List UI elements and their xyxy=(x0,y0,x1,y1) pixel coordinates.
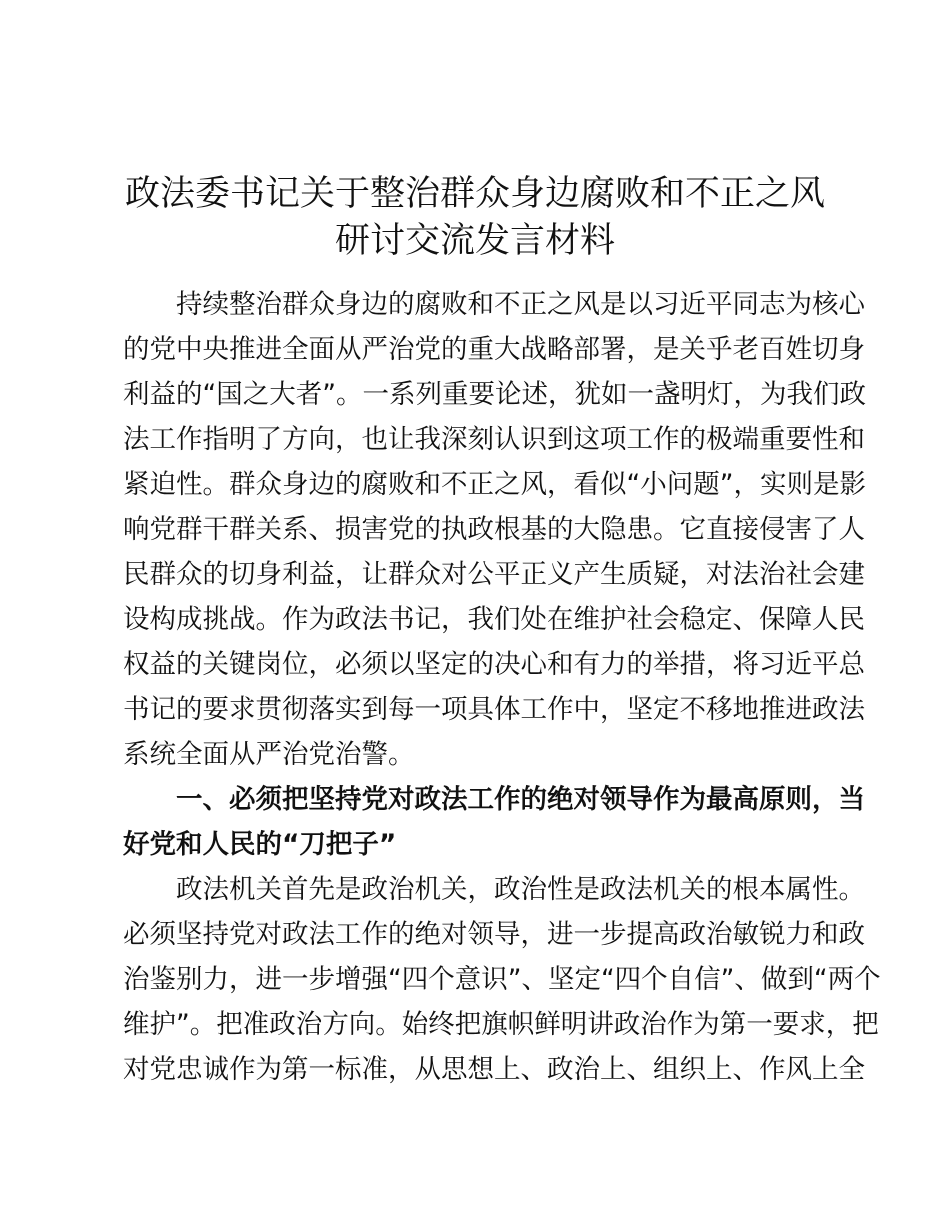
paragraph-1-line-9: 权益的关键岗位，必须以坚定的决心和有力的举措，将习近平总 xyxy=(123,649,865,680)
paragraph-1-line-5: 紧迫性。群众身边的腐败和不正之风，看似“小问题”，实则是影 xyxy=(123,469,866,500)
paragraph-1-line-1: 持续整治群众身边的腐败和不正之风是以习近平同志为核心 xyxy=(176,289,865,320)
document-title-line-1: 政法委书记关于整治群众身边腐败和不正之风 xyxy=(124,174,825,214)
paragraph-1-line-3: 利益的“国之大者”。一系列重要论述，犹如一盏明灯，为我们政 xyxy=(123,379,866,410)
paragraph-1-line-4: 法工作指明了方向，也让我深刻认识到这项工作的极端重要性和 xyxy=(123,424,865,455)
paragraph-1-line-8: 设构成挑战。作为政法书记，我们处在维护社会稳定、保障人民 xyxy=(123,604,865,635)
paragraph-2-line-4: 维护”。把准政治方向。始终把旗帜鲜明讲政治作为第一要求，把 xyxy=(123,1009,879,1040)
paragraph-2-line-1: 政法机关首先是政治机关，政治性是政法机关的根本属性。 xyxy=(176,874,865,905)
paragraph-1-line-10: 书记的要求贯彻落实到每一项具体工作中，坚定不移地推进政法 xyxy=(123,694,865,725)
paragraph-2-line-5: 对党忠诚作为第一标准，从思想上、政治上、组织上、作风上全 xyxy=(123,1054,865,1085)
paragraph-1-line-6: 响党群干群关系、损害党的执政根基的大隐患。它直接侵害了人 xyxy=(123,514,865,545)
section-heading-1-line-1: 一、必须把坚持党对政法工作的绝对领导作为最高原则，当 xyxy=(176,784,865,815)
document-title-line-2: 研讨交流发言材料 xyxy=(334,221,615,261)
section-heading-1-line-2: 好党和人民的“刀把子” xyxy=(123,829,397,860)
document-body xyxy=(123,282,881,1092)
paragraph-1-line-11: 系统全面从严治党治警。 xyxy=(123,739,415,770)
paragraph-2-line-2: 必须坚持党对政法工作的绝对领导，进一步提高政治敏锐力和政 xyxy=(123,919,865,950)
paragraph-1-line-7: 民群众的切身利益，让群众对公平正义产生质疑，对法治社会建 xyxy=(123,559,865,590)
paragraph-2-line-3: 治鉴别力，进一步增强“四个意识”、坚定“四个自信”、做到“两个 xyxy=(123,964,881,995)
paragraph-1-line-2: 的党中央推进全面从严治党的重大战略部署，是关乎老百姓切身 xyxy=(123,334,865,365)
